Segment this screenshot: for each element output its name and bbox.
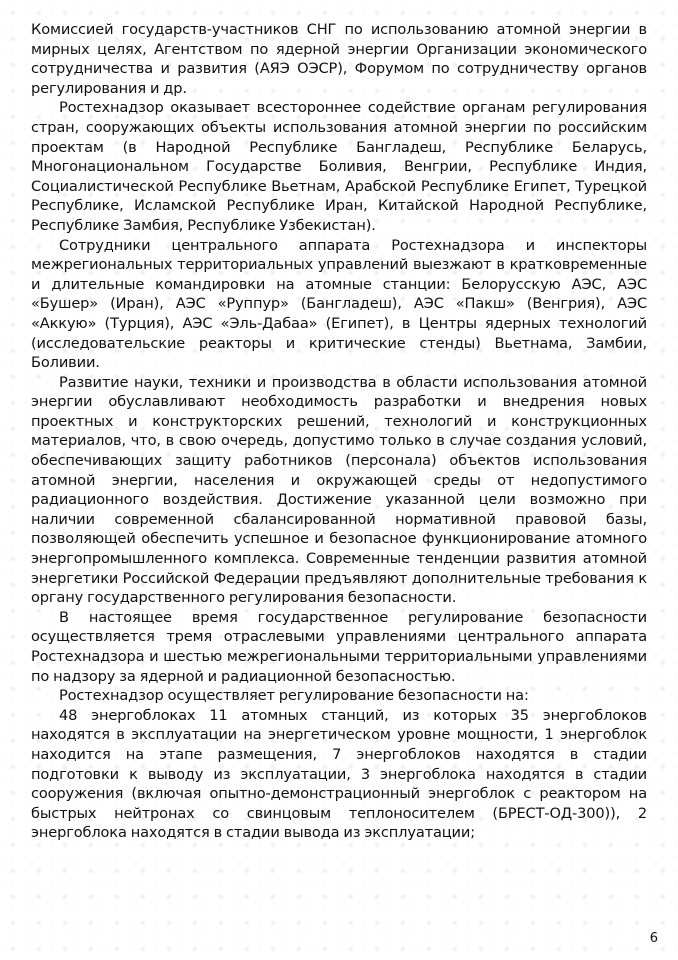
paragraph-development: Развитие науки, техники и производства в области использования атомной энергии обуславливают необходимость разработки и внедрения новых проектных и конструкторских решений, технологий и конструкционных материалов, что, в свою очередь, допустимо только в случае создания условий, обеспечивающих защиту работников (персонала) объектов использования атомной энергии, населения и окружающей среды от недопустимого радиационного воздействия. Достижение указанной цели возможно при наличии современной сбалансированной нормативной правовой базы, позволяющей обеспечить успешное и безопасное функционирование атомного энергопромышленного комплекса. Современные тенденции развития атомной энергетики Российской Федерации предъявляют дополнительные требования к органу государственного регулирования безопасности. bbox=[31, 373, 647, 607]
page-number: 6 bbox=[649, 931, 658, 946]
paragraph-continuation: Комиссией государств-участников СНГ по использованию атомной энергии в мирных целях, Агентством по ядерной энергии Организации экономического сотрудничества и развития (АЯЭ ОЭСР), Форумом по сотрудничеству органов регулирования и др. bbox=[31, 21, 647, 97]
paragraph-regulation-structure: В настоящее время государственное регулирование безопасности осуществляется тремя отраслевыми управлениями центрального аппарата Ростехнадзора и шестью межрегиональными территориальными управлениями по надзору за ядерной и радиационной безопасностью. bbox=[31, 608, 647, 685]
body-text bbox=[31, 20, 647, 843]
paragraph-power-units: 48 энергоблоках 11 атомных станций, из которых 35 энергоблоков находятся в эксплуатации на энергетическом уровне мощности, 1 энергоблок находится на этапе размещения, 7 энергоблоков находятся в стадии подготовки к выводу из эксплуатации, 3 энергоблока находятся в стадии сооружения (включая опытно-демонстрационный энергоблок с реактором на быстрых нейтронах со свинцовым теплоносителем (БРЕСТ-ОД-300)), 2 энергоблока находятся в стадии вывода из эксплуатации; bbox=[31, 706, 647, 842]
paragraph-missions: Сотрудники центрального аппарата Ростехнадзора и инспекторы межрегиональных территориальных управлений выезжают в кратковременные и длительные командировки на атомные станции: Белорусскую АЭС, АЭС «Бушер» (Иран), АЭС «Руппур» (Бангладеш), АЭС «Пакш» (Венгрия), АЭС «Аккую» (Турция), АЭС «Эль-Дабаа» (Египет), в Центры ядерных технологий (исследовательские реакторы и критические стенды) Вьетнама, Замбии, Боливии. bbox=[31, 236, 647, 372]
paragraph-assistance: Ростехнадзор оказывает всестороннее содействие органам регулирования стран, сооружающих объекты использования атомной энергии по российским проектам (в Народной Республике Бангладеш, Республике Беларусь, Многонациональном Государстве Боливия, Венгрии, Республике Индия, Социалистической Республике Вьетнам, Арабской Республике Египет, Турецкой Республике, Исламской Республике Иран, Китайской Народной Республике, Республике Замбия, Республике Узбекистан). bbox=[31, 99, 647, 234]
paragraph-regulation-scope: Ростехнадзор осуществляет регулирование безопасности на: bbox=[59, 687, 529, 705]
